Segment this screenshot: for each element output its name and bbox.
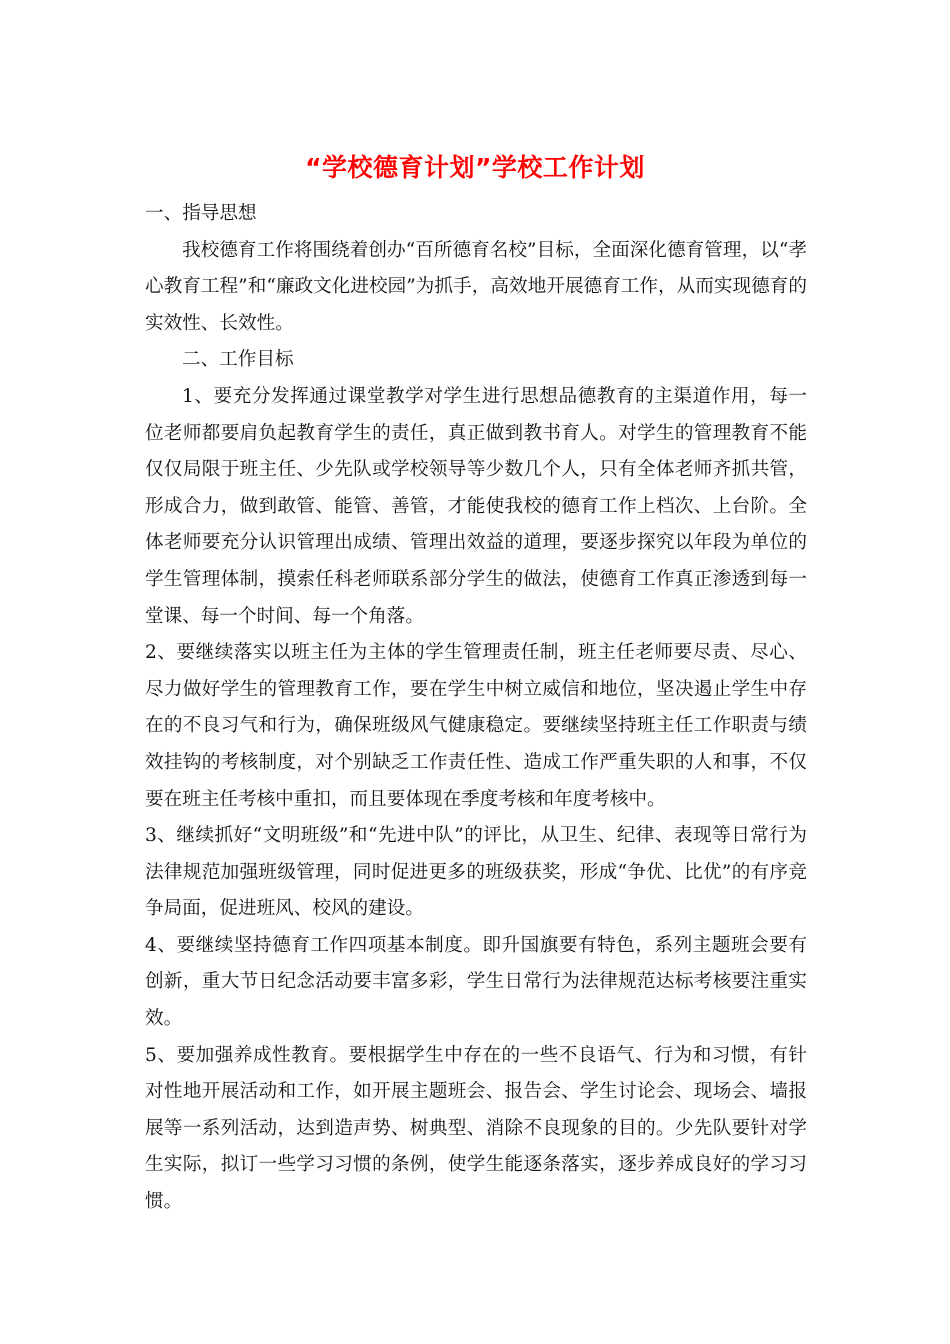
document-body [145, 196, 807, 1221]
goal-item-5: 5、要加强养成性教育。要根据学生中存在的一些不良语气、行为和习惯，有针对性地开展活动和工作，如开展主题班会、报告会、学生讨论会、现场会、墙报展等一系列活动，达到造声势、树典型、消除不良现象的目的。少先队要针对学生实际，拟订一些学习习惯的条例，使学生能逐条落实，逐步养成良好的学习习惯。 [145, 1044, 807, 1213]
goal-item-3: 3、继续抓好“文明班级”和“先进中队”的评比，从卫生、纪律、表现等日常行为法律规范加强班级管理，同时促进更多的班级获奖，形成“争优、比优”的有序竞争局面，促进班风、校风的建设。 [145, 825, 807, 920]
section-heading-work-goals: 二、工作目标 [182, 349, 294, 371]
section-heading-guiding-ideology: 一、指导思想 [145, 203, 257, 224]
document-title: “学校德育计划”学校工作计划 [305, 153, 645, 182]
goal-item-4: 4、要继续坚持德育工作四项基本制度。即升国旗要有特色，系列主题班会要有创新，重大节日纪念活动要丰富多彩，学生日常行为法律规范达标考核要注重实效。 [145, 934, 807, 1030]
paragraph-guiding-ideology: 我校德育工作将围绕着创办“百所德育名校”目标，全面深化德育管理，以“孝心教育工程”和“廉政文化进校园”为抓手，高效地开展德育工作，从而实现德育的实效性、长效性。 [145, 239, 807, 334]
goal-item-1: 1、要充分发挥通过课堂教学对学生进行思想品德教育的主渠道作用，每一位老师都要肩负起教育学生的责任，真正做到教书育人。对学生的管理教育不能仅仅局限于班主任、少先队或学校领导等少数几个人，只有全体老师齐抓共管，形成合力，做到敢管、能管、善管，才能使我校的德育工作上档次、上台阶。全体老师要充分认识管理出成绩、管理出效益的道理，要逐步探究以年段为单位的学生管理体制，摸索任科老师联系部分学生的做法，使德育工作真正渗透到每一堂课、每一个时间、每一个角落。 [145, 385, 807, 627]
goal-item-2: 2、要继续落实以班主任为主体的学生管理责任制，班主任老师要尽责、尽心、尽力做好学生的管理教育工作，要在学生中树立威信和地位，坚决遏止学生中存在的不良习气和行为，确保班级风气健康稳定。要继续坚持班主任工作职责与绩效挂钩的考核制度，对个别缺乏工作责任性、造成工作严重失职的人和事，不仅要在班主任考核中重扣，而且要体现在季度考核和年度考核中。 [145, 642, 807, 810]
